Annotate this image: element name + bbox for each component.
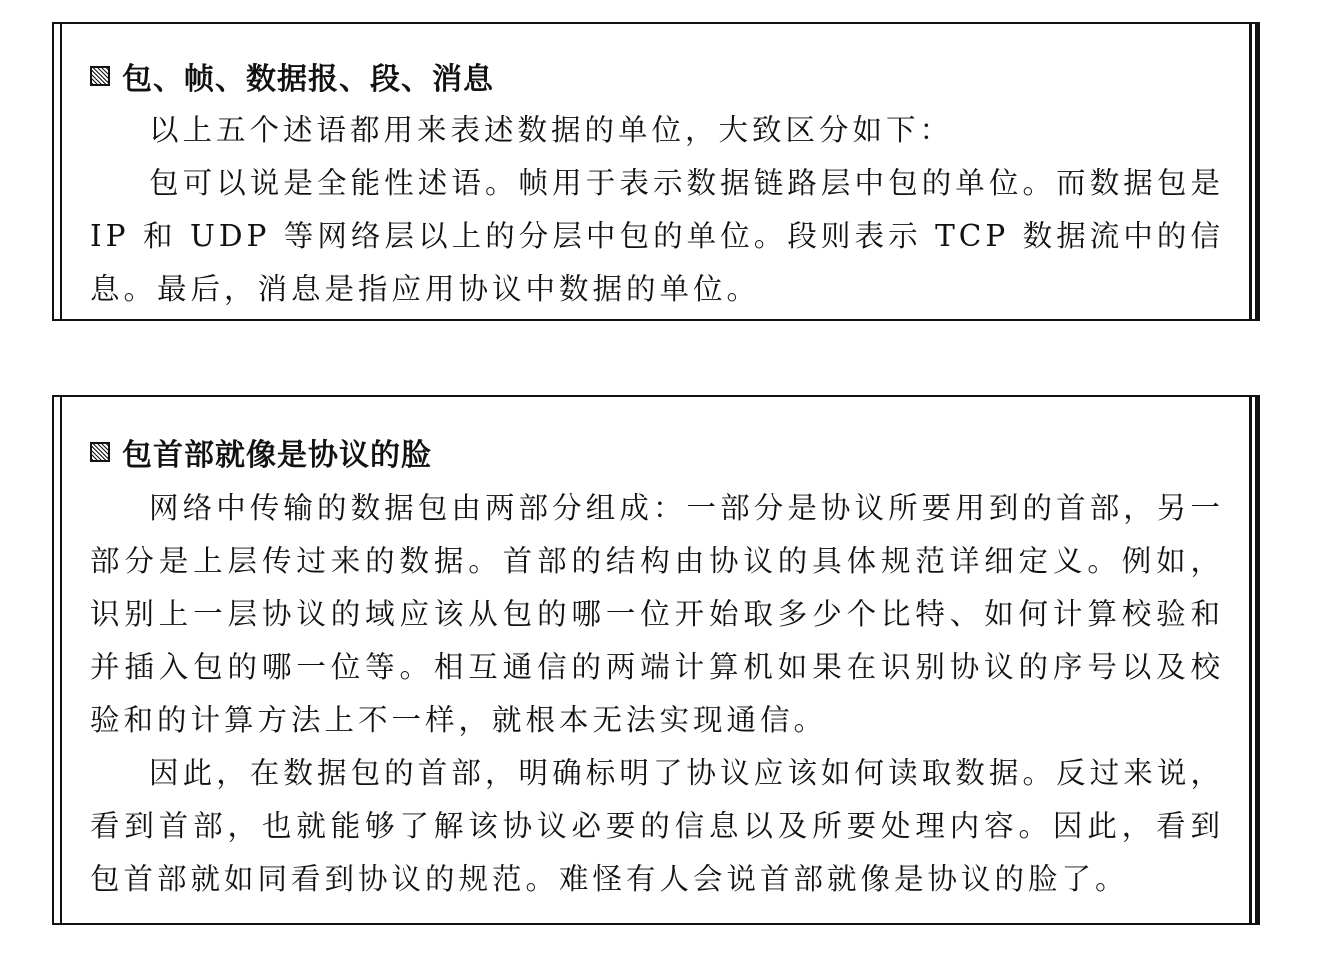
paragraph: 网络中传输的数据包由两部分组成：一部分是协议所要用到的首部，另一部分是上层传过来的数据。首部的结构由协议的具体规范详细定义。例如，识别上一层协议的域应该从包的哪一位开始取多少个比特、如何计算校验和并插入包的哪一位等。相互通信的两端计算机如果在识别协议的序号以及校验和的计算方法上不一样，就根本无法实现通信。 [90, 491, 1224, 737]
box-content [90, 104, 1224, 316]
filled-square-icon [90, 442, 110, 462]
filled-square-icon [90, 66, 110, 86]
box-title [90, 430, 432, 474]
paragraph: 包可以说是全能性述语。帧用于表示数据链路层中包的单位。而数据包是 IP 和 UDP 等网络层以上的分层中包的单位。段则表示 TCP 数据流中的信息。最后，消息是指应用协议中数据的单位。 [90, 166, 1224, 306]
box-content [90, 482, 1224, 906]
paragraph: 以上五个述语都用来表述数据的单位，大致区分如下： [149, 113, 954, 147]
sidebar-box-header-face [52, 395, 1260, 925]
box-title-text: 包首部就像是协议的脸 [122, 438, 432, 473]
paragraph: 因此，在数据包的首部，明确标明了协议应该如何读取数据。反过来说，看到首部，也就能够了解该协议必要的信息以及所要处理内容。因此，看到包首部就如同看到协议的规范。难怪有人会说首部就像是协议的脸了。 [90, 756, 1224, 896]
box-title-text: 包、帧、数据报、段、消息 [122, 62, 494, 97]
box-title [90, 54, 494, 98]
sidebar-box-packet-terms [52, 22, 1260, 321]
